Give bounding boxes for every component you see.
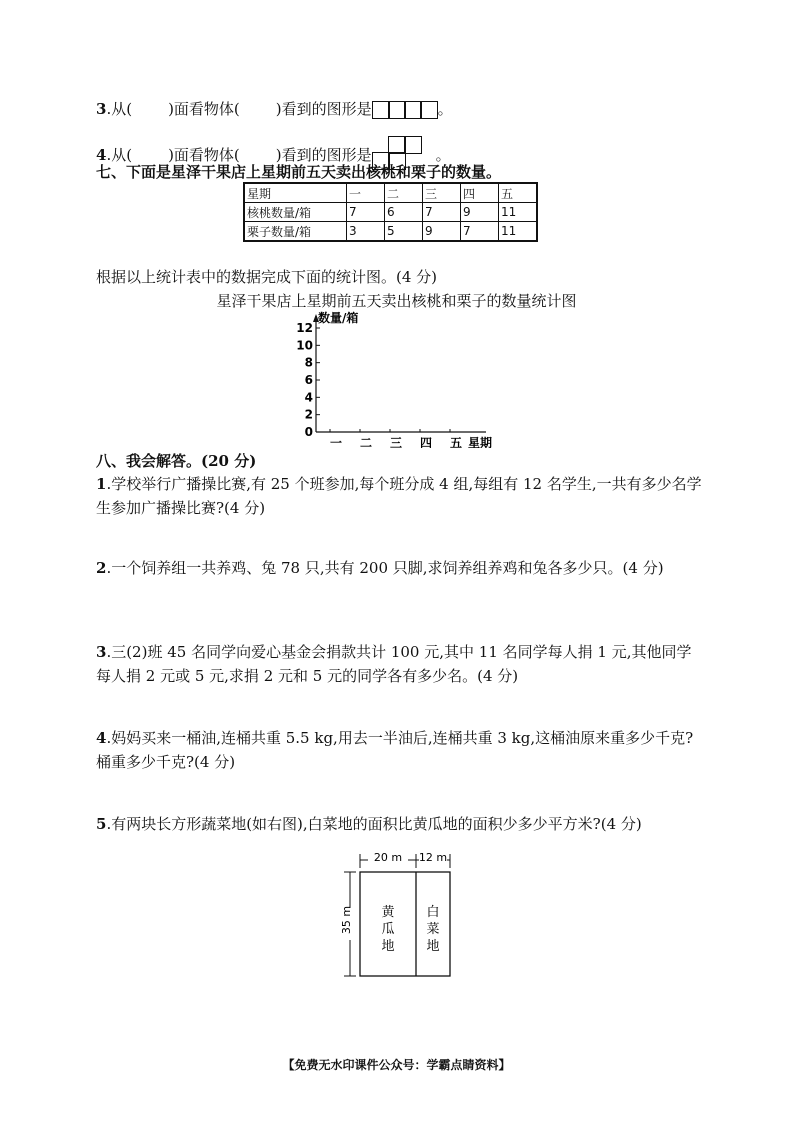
table-header-row: [244, 183, 537, 203]
x-tick-label: 一: [329, 436, 343, 448]
chart-instruction: 根据以上统计表中的数据完成下面的统计图。(4 分): [96, 268, 438, 286]
table-cell: 9: [423, 222, 461, 242]
question-4: 4.从( )面看物体( )看到的图形是 。: [96, 136, 451, 170]
table-cell: 6: [385, 203, 423, 222]
height-label: 35 m: [340, 905, 353, 935]
vegetable-field-diagram: [335, 846, 475, 986]
table-cell: 星期: [244, 183, 347, 203]
table-cell: 核桃数量/箱: [244, 203, 347, 222]
y-tick-label: 6: [304, 373, 313, 387]
table-cell: 3: [347, 222, 385, 242]
y-axis-label: 数量/箱: [318, 311, 359, 325]
x-tick-label: 二: [359, 436, 373, 448]
x-tick-label: 三: [389, 436, 403, 448]
problem-4: 4.妈妈买来一桶油,连桶共重 5.5 kg,用去一半油后,连桶共重 3 kg,这桶油原来重多少千克?桶重多少千克?(4 分): [96, 729, 694, 771]
table-cell: 五: [499, 183, 538, 203]
problem-3: 3.三(2)班 45 名同学向爱心基金会捐款共计 100 元,其中 11 名同学每人捐 1 元,其他同学每人捐 2 元或 5 元,求捐 2 元和 5 元的同学各有多少名。(4 分): [96, 643, 692, 685]
table-cell: 一: [347, 183, 385, 203]
problem-5: 5.有两块长方形蔬菜地(如右图),白菜地的面积比黄瓜地的面积少多少平方米?(4 分): [96, 815, 642, 833]
table-cell: 三: [423, 183, 461, 203]
blank-bar-chart: [286, 308, 526, 448]
cabbage-plot-char: 地: [426, 939, 440, 954]
table-cell: 9: [461, 203, 499, 222]
table-cell: 11: [499, 222, 538, 242]
y-tick-label: 8: [304, 355, 313, 370]
problem-1: 1.学校举行广播操比赛,有 25 个班参加,每个班分成 4 组,每组有 12 名学生,一共有多少名学生参加广播操比赛?(4 分): [96, 475, 702, 517]
table-cell: 7: [347, 203, 385, 222]
x-axis-label: 星期: [468, 436, 493, 448]
y-tick-label: 12: [296, 321, 313, 335]
table-cell: 11: [499, 203, 538, 222]
x-tick-label: 五: [449, 436, 463, 448]
cucumber-plot-char: 黄: [381, 905, 395, 920]
footer-note: 【免费无水印课件公众号：学霸点睛资料】: [282, 1058, 511, 1072]
section-8-heading: 八、我会解答。(20 分): [96, 452, 257, 470]
cabbage-plot-char: 菜: [426, 922, 440, 937]
y-tick-label: 2: [304, 407, 313, 422]
table-cell: 7: [423, 203, 461, 222]
table-cell: 二: [385, 183, 423, 203]
table-cell: 5: [385, 222, 423, 242]
width-right-label: 12 m: [418, 851, 448, 864]
width-left-label: 20 m: [373, 851, 403, 864]
chart-title: 星泽干果店上星期前五天卖出核桃和栗子的数量统计图: [216, 292, 577, 310]
cucumber-plot-char: 地: [381, 939, 395, 954]
table-cell: 7: [461, 222, 499, 242]
x-tick-label: 四: [419, 436, 433, 448]
cabbage-plot-char: 白: [426, 905, 440, 920]
problem-2: 2.一个饲养组一共养鸡、兔 78 只,共有 200 只脚,求饲养组养鸡和兔各多少只。(4 分): [96, 559, 664, 577]
table-row: [244, 203, 537, 222]
y-tick-label: 4: [304, 390, 313, 405]
table-cell: 栗子数量/箱: [244, 222, 347, 242]
table-cell: 四: [461, 183, 499, 203]
cucumber-plot-char: 瓜: [381, 922, 395, 937]
question-3: 3.从( )面看物体( )看到的图形是 。: [96, 100, 453, 118]
view-shape-row-of-four: [372, 101, 438, 119]
table-row: [244, 222, 537, 242]
section-7-heading: 七、下面是星泽干果店上星期前五天卖出核桃和栗子的数量。: [96, 163, 502, 181]
y-tick-label: 10: [296, 338, 313, 353]
y-tick-label: 0: [304, 425, 313, 439]
stats-table: [243, 182, 538, 242]
